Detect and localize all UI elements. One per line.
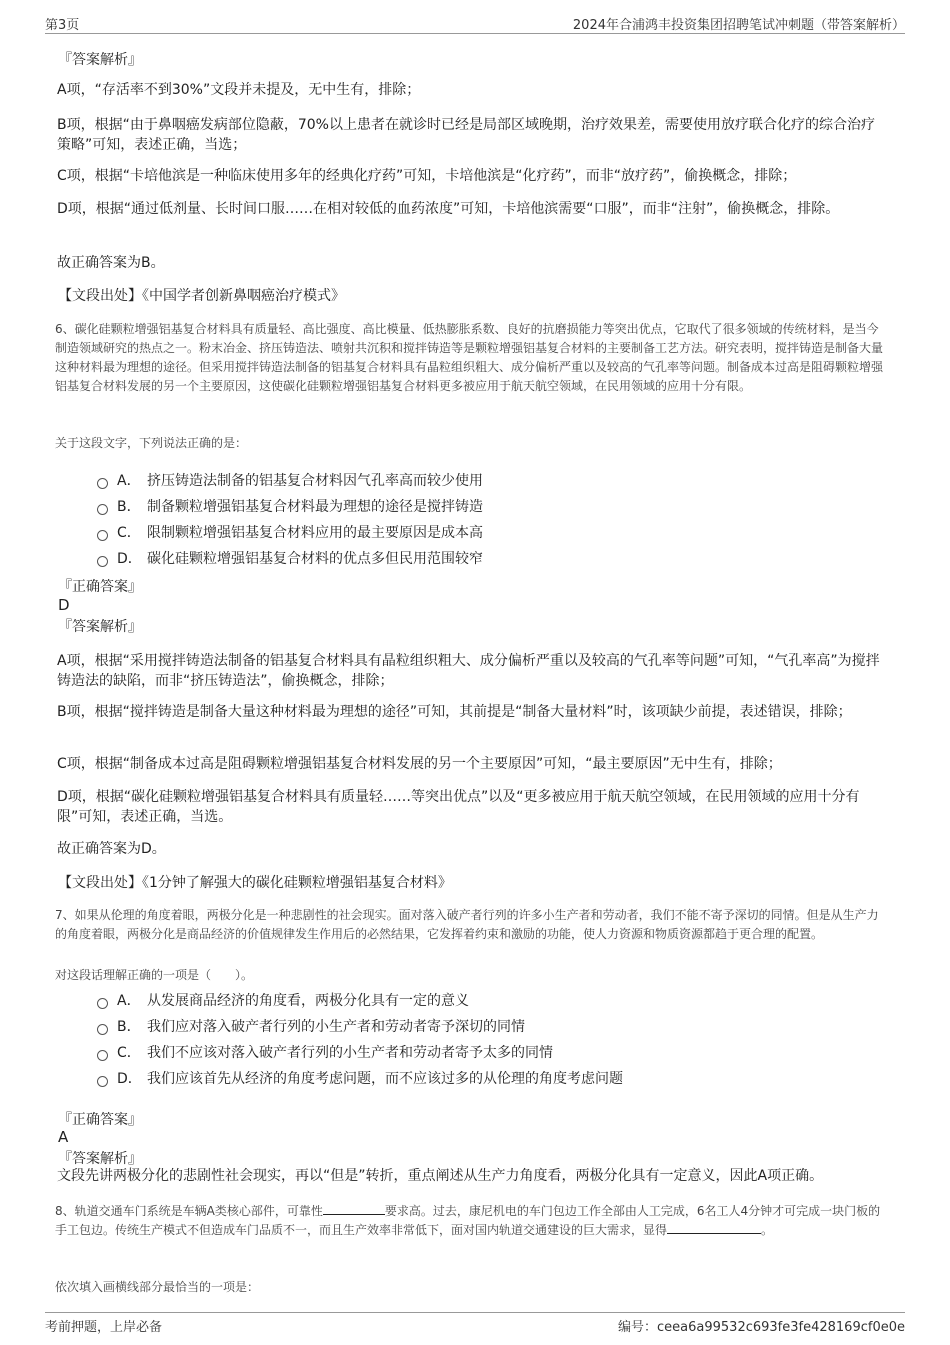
q7-answer-label: 『正确答案』 [58,1112,142,1128]
radio-icon[interactable] [97,1024,108,1035]
q7-analysis: 文段先讲两极分化的悲剧性社会现实，再以“但是”转折，重点阐述从生产力角度看，两极分化具有一定意义，因此A项正确。 [57,1168,824,1184]
fill-blank-1[interactable] [323,1202,385,1215]
q6-answer-label: 『正确答案』 [58,579,142,595]
q7-question: 对这段话理解正确的一项是（ ）。 [55,968,254,982]
q6-analysis-c: C项，根据“制备成本过高是阻碍颗粒增强铝基复合材料发展的另一个主要原因”可知，“最主要原因”无中生有，排除； [57,756,782,772]
q5-conclusion: 故正确答案为B。 [57,255,165,271]
q6-analysis-b: B项，根据“搅拌铸造是制备大量这种材料最为理想的途径”可知，其前提是“制备大量材料”时，该项缺少前提，表述错误，排除； [57,704,852,720]
q6-conclusion: 故正确答案为D。 [57,841,166,857]
q7-option-c[interactable]: C． 我们不应该对落入破产者行列的小生产者和劳动者寄予太多的同情 [97,1042,553,1062]
q8-stem: 8、轨道交通车门系统是车辆A类核心部件，可靠性 要求高。过去，康尼机电的车门包边工作全部由人工完成，6名工人4分钟才可完成一块门板的手工包边。传统生产模式不但造成车门品质不一，而且生产效率非常低下，面对国内轨道交通建设的巨大需求，显得 。 [55,1204,881,1237]
document-id: 编号：ceea6a99532c693fe3fe428169cf0e0e [618,1320,905,1335]
q6-question: 关于这段文字，下列说法正确的是： [55,436,248,450]
q6-analysis-label: 『答案解析』 [58,619,142,635]
q5-source: 【文段出处】《中国学者创新鼻咽癌治疗模式》 [58,288,345,304]
q7-option-b[interactable]: B． 我们应对落入破产者行列的小生产者和劳动者寄予深切的同情 [97,1016,525,1036]
q6-stem: 6、碳化硅颗粒增强铝基复合材料具有质量轻、高比强度、高比模量、低热膨胀系数、良好的抗磨损能力等突出优点，它取代了很多领域的传统材料，是当今制造领域研究的热点之一。粉末冶金、挤压铸造法、喷射共沉积和搅拌铸造等是颗粒增强铝基复合材料的主要制备工艺方法。研究表明，搅拌铸造是制备大量这种材料最为理想的途径。但采用搅拌铸造法制备的铝基复合材料具有晶粒组织粗大、成分偏析严重以及较高的气孔率等问题。制备成本过高是阻碍颗粒增强铝基复合材料发展的另一个主要原因，这使碳化硅颗粒增强铝基复合材料更多被应用于航天航空领域，在民用领域的应用十分有限。 [55,322,884,393]
q7-stem: 7、如果从伦理的角度着眼，两极分化是一种悲剧性的社会现实。面对落入破产者行列的许多小生产者和劳动者，我们不能不寄予深切的同情。但是从生产力的角度着眼，两极分化是商品经济的价值规律发生作用后的必然结果，它发挥着约束和激励的功能，使人力资源和物质资源都趋于更合理的配置。 [55,908,879,941]
radio-icon[interactable] [97,556,108,567]
q7-option-a[interactable]: A． 从发展商品经济的角度看，两极分化具有一定的意义 [97,990,469,1010]
q5-analysis-a: A项，“存活率不到30%”文段并未提及，无中生有，排除； [57,82,421,98]
q7-analysis-label: 『答案解析』 [58,1151,142,1167]
q5-analysis-d: D项，根据“通过低剂量、长时间口服……在相对较低的血药浓度”可知，卡培他滨需要“口服”，而非“注射”，偷换概念，排除。 [57,201,840,217]
q7-option-d[interactable]: D． 我们应该首先从经济的角度考虑问题，而不应该过多的从伦理的角度考虑问题 [97,1068,623,1088]
radio-icon[interactable] [97,504,108,515]
q6-source: 【文段出处】《1分钟了解强大的碳化硅颗粒增强铝基复合材料》 [58,875,452,891]
header-divider [45,33,905,34]
q8-question: 依次填入画横线部分最恰当的一项是： [55,1280,260,1294]
radio-icon[interactable] [97,1050,108,1061]
footer-divider [45,1312,905,1313]
q6-option-c[interactable]: C． 限制颗粒增强铝基复合材料应用的最主要原因是成本高 [97,522,483,542]
radio-icon[interactable] [97,530,108,541]
fill-blank-2[interactable] [667,1221,761,1234]
document-title: 2024年合浦鸿丰投资集团招聘笔试冲刺题（带答案解析） [572,18,905,33]
q6-option-d[interactable]: D． 碳化硅颗粒增强铝基复合材料的优点多但民用范围较窄 [97,548,483,568]
footer-slogan: 考前押题，上岸必备 [45,1320,163,1335]
q6-analysis-a: A项，根据“采用搅拌铸造法制备的铝基复合材料具有晶粒组织粗大、成分偏析严重以及较高的气孔率等问题”可知，“气孔率高”为搅拌铸造法的缺陷，而非“挤压铸造法”，偷换概念，排除； [57,653,880,689]
q6-analysis-d: D项，根据“碳化硅颗粒增强铝基复合材料具有质量轻……等突出优点”以及“更多被应用于航天航空领域，在民用领域的应用十分有限”可知，表述正确，当选。 [57,789,860,825]
radio-icon[interactable] [97,1076,108,1087]
radio-icon[interactable] [97,478,108,489]
page-number: 第3页 [45,18,80,33]
q5-analysis-b: B项，根据“由于鼻咽癌发病部位隐蔽，70%以上患者在就诊时已经是局部区域晚期，治疗效果差，需要使用放疗联合化疗的综合治疗策略”可知，表述正确，当选； [57,117,875,153]
q7-answer: A [58,1128,69,1146]
q6-option-a[interactable]: A． 挤压铸造法制备的铝基复合材料因气孔率高而较少使用 [97,470,483,490]
q5-analysis-label: 『答案解析』 [58,52,142,68]
q5-analysis-c: C项，根据“卡培他滨是一种临床使用多年的经典化疗药”可知，卡培他滨是“化疗药”，而非“放疗药”，偷换概念，排除； [57,168,797,184]
q6-answer: D [58,596,70,614]
q6-option-b[interactable]: B． 制备颗粒增强铝基复合材料最为理想的途径是搅拌铸造 [97,496,483,516]
radio-icon[interactable] [97,998,108,1009]
